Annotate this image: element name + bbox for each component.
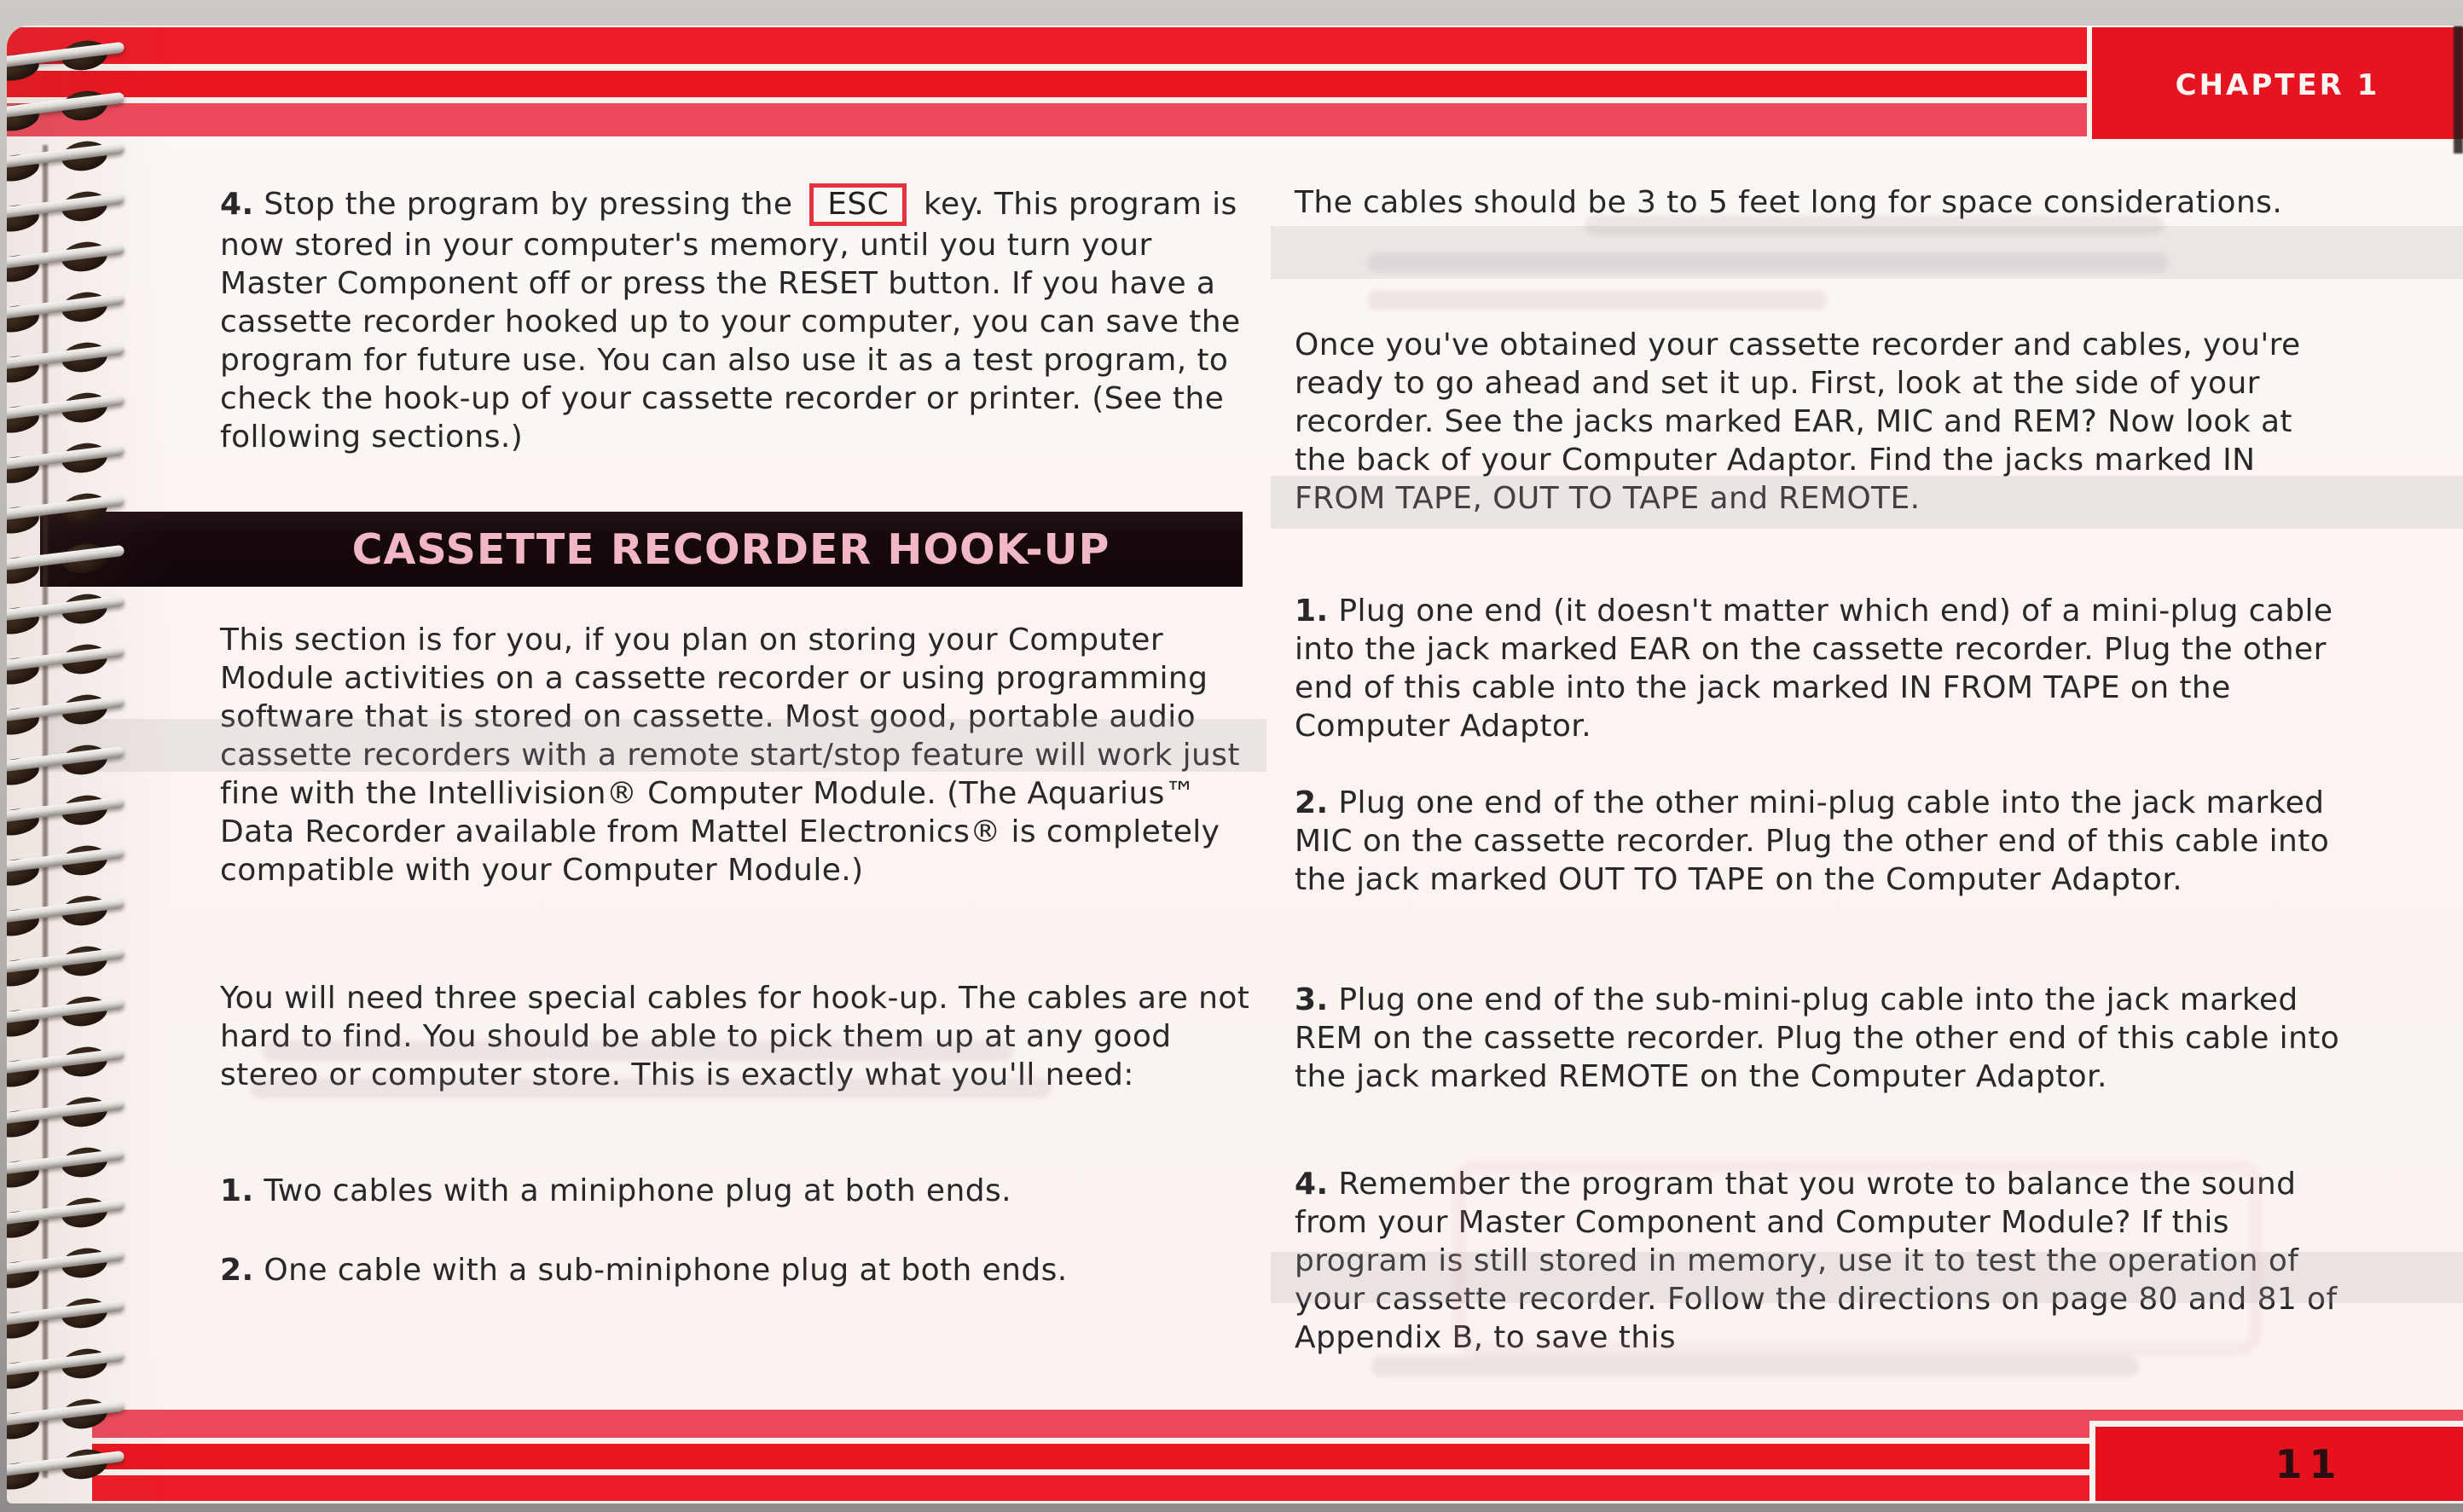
- showthrough-artifact: [1367, 290, 1828, 310]
- paragraph: [1295, 326, 2352, 518]
- list-text: Two cables with a miniphone plug at both ends.: [253, 1173, 1011, 1208]
- showthrough-artifact: [1371, 1356, 2139, 1376]
- list-number: 3.: [1295, 982, 1329, 1017]
- paragraph-text: The cables should be 3 to 5 feet long for space considerations.: [1295, 185, 2283, 220]
- paragraph-text: Once you've obtained your cassette recorder and cables, you're ready to go ahead and set it up. First, look at the side of your recorder. See the jacks marked EAR, MIC and REM? Now look at the back of your Computer Adaptor. Find the jacks marked IN FROM TAPE, OUT TO TAPE and REMOTE.: [1295, 327, 2301, 516]
- list-text: Remember the program that you wrote to balance the sound from your Master Component and Computer Module? If this program is still stored in memory, use it to test the operation of your cassette recorder. Follow the directions on page 80 and 81 of Appendix B, to save this: [1295, 1167, 2338, 1355]
- showthrough-artifact: [1367, 252, 2169, 273]
- step-text: key. This program is now stored in your computer's memory, until you turn your Master Component off or press the RESET button. If you have a cassette recorder hooked up to your computer, you can save the program for future use. You can also use it as a test program, to check the hook-up of your cassette recorder or printer. (See the following sections.): [220, 187, 1241, 455]
- step-text: Stop the program by pressing the: [253, 187, 803, 222]
- list-item: [220, 1172, 1259, 1210]
- list-item: [1295, 1165, 2352, 1357]
- scan-artifact-band: [1271, 226, 2463, 279]
- page-number: 11: [2275, 1440, 2344, 1487]
- list-number: 1.: [220, 1173, 254, 1208]
- section-banner: [40, 512, 1243, 587]
- esc-key-box: ESC: [809, 183, 907, 226]
- list-text: Plug one end of the sub-mini-plug cable into the jack marked REM on the cassette recorder. Plug the other end of this cable into the jack marked REMOTE on the Computer Adaptor.: [1295, 982, 2340, 1094]
- chapter-label: CHAPTER 1: [2175, 67, 2380, 102]
- paragraph-text: You will need three special cables for hook-up. The cables are not hard to find. You should be able to pick them up at any good stereo or computer store. This is exactly what you'll need:: [220, 981, 1250, 1092]
- list-item: [220, 1251, 1259, 1289]
- paragraph: [220, 621, 1259, 889]
- paragraph-text: This section is for you, if you plan on storing your Computer Module activities on a cassette recorder or using programming software that is stored on cassette. Most good, portable audio cassette recorders with a remote start/stop feature will work just fine with the Intellivision® Computer Module. (The Aquarius™ Data Recorder available from Mattel Electronics® is completely compatible with your Computer Module.): [220, 623, 1240, 888]
- list-text: Plug one end of the other mini-plug cable into the jack marked MIC on the cassette recorder. Plug the other end of this cable into the jack marked OUT TO TAPE on the Computer Adaptor.: [1295, 785, 2330, 897]
- chapter-badge: [2087, 27, 2463, 139]
- paragraph-step-4: [220, 183, 1259, 456]
- list-number: 2.: [1295, 785, 1329, 820]
- scan-edge-shadow: [2454, 26, 2463, 154]
- list-text: Plug one end (it doesn't matter which end) of a mini-plug cable into the jack marked EAR on the cassette recorder. Plug the other end of this cable into the jack marked IN FROM TAPE on the Computer Adaptor.: [1295, 594, 2333, 744]
- section-banner-title: CASSETTE RECORDER HOOK-UP: [351, 524, 1110, 574]
- list-number: 1.: [1295, 594, 1329, 629]
- list-item: [1295, 592, 2352, 745]
- list-item: [1295, 784, 2352, 899]
- paragraph: [220, 979, 1259, 1094]
- manual-page: [7, 26, 2463, 1503]
- list-number: 2.: [220, 1253, 254, 1288]
- list-text: One cable with a sub-miniphone plug at both ends.: [253, 1253, 1068, 1288]
- paragraph: [1295, 183, 2352, 222]
- list-number: 4.: [1295, 1167, 1329, 1202]
- page-number-badge: [2089, 1421, 2463, 1501]
- step-number: 4.: [220, 187, 254, 222]
- list-item: [1295, 981, 2352, 1096]
